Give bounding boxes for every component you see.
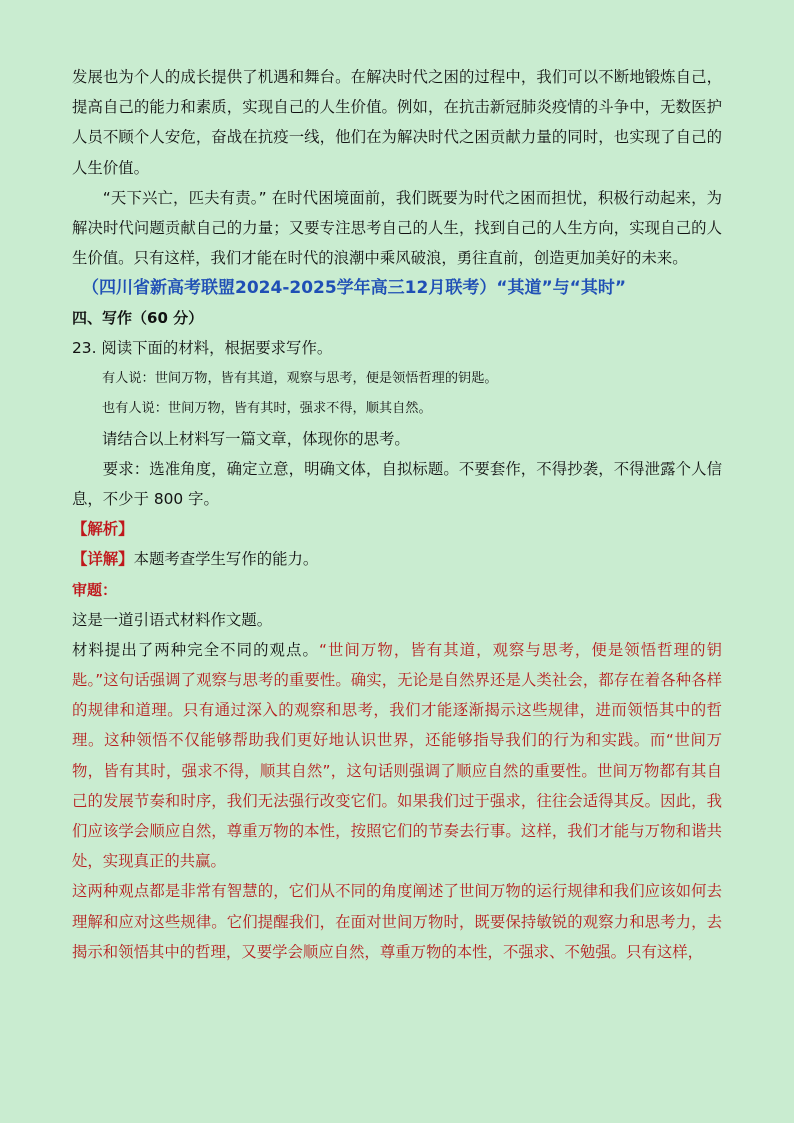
question-stem: 23. 阅读下面的材料，根据要求写作。 [72, 339, 333, 358]
analysis-label: 【解析】 [72, 520, 134, 539]
analysis-paragraph-a-intro: 材料提出了两种完全不同的观点。 [72, 640, 319, 659]
writing-heading: 四、写作（60 分） [72, 309, 204, 328]
essay-paragraph-2: “天下兴亡，匹夫有责。” 在时代困境面前，我们既要为时代之困而担忧，积极行动起来，为解决时代问题贡献自己的力量；又要专注思考自己的人生，找到自己的人生方向，实现自己的人生价值。只有这样，我们才能在时代的浪潮中乘风破浪，勇往直前，创造更加美好的未来。 [72, 188, 722, 268]
quote-1: 有人说：世间万物，皆有其道，观察与思考，便是领悟哲理的钥匙。 [102, 370, 498, 386]
detail-text: 本题考查学生写作的能力。 [133, 550, 319, 569]
quote-2: 也有人说：世间万物，皆有其时，强求不得，顺其自然。 [102, 400, 432, 416]
detail-label: 【详解】 [72, 550, 134, 569]
analysis-paragraph-b: 这两种观点都是非常有智慧的，它们从不同的角度阐述了世间万物的运行规律和我们应该如何去理解和应对这些规律。它们提醒我们，在面对世间万物时，既要保持敏锐的观察力和思考力，去揭示和领悟其中的哲理，又要学会顺应自然，尊重万物的本性，不强求、不勉强。只有这样， [72, 882, 722, 961]
review-label: 审题： [72, 580, 118, 599]
requirement: 要求：选准角度，确定立意，明确文体，自拟标题。不要套作，不得抄袭，不得泄露个人信息，不少于 800 字。 [72, 459, 722, 509]
instruction: 请结合以上材料写一篇文章，体现你的思考。 [102, 429, 410, 448]
section-title: （四川省新高考联盟2024-2025学年高三12月联考）“其道”与“其时” [82, 278, 627, 299]
analysis-paragraph-a-body: “世间万物，皆有其道，观察与思考，便是领悟哲理的钥匙。”这句话强调了观察与思考的重要性。确实，无论是自然界还是人类社会，都存在着各种各样的规律和道理。只有通过深入的观察和思考，我们才能逐渐揭示这些规律，进而领悟其中的哲理。这种领悟不仅能够帮助我们更好地认识世界，还能够指导我们的行为和实践。而“世间万物，皆有其时，强求不得，顺其自然”，这句话则强调了顺应自然的重要性。世间万物都有其自己的发展节奏和时序，我们无法强行改变它们。如果我们过于强求，往往会适得其反。因此，我们应该学会顺应自然，尊重万物的本性，按照它们的节奏去行事。这样，我们才能与万物和谐共处，实现真正的共赢。 [72, 640, 722, 871]
essay-paragraph-1: 发展也为个人的成长提供了机遇和舞台。在解决时代之困的过程中，我们可以不断地锻炼自己，提高自己的能力和素质，实现自己的人生价值。例如，在抗击新冠肺炎疫情的斗争中，无数医护人员不顾个人安危，奋战在抗疫一线，他们在为解决时代之困贡献力量的同时，也实现了自己的人生价值。 [72, 68, 722, 177]
analysis-line-1: 这是一道引语式材料作文题。 [72, 610, 273, 629]
analysis-label-line [72, 514, 722, 544]
analysis-paragraph-a [72, 635, 722, 877]
detail-line [72, 544, 722, 574]
